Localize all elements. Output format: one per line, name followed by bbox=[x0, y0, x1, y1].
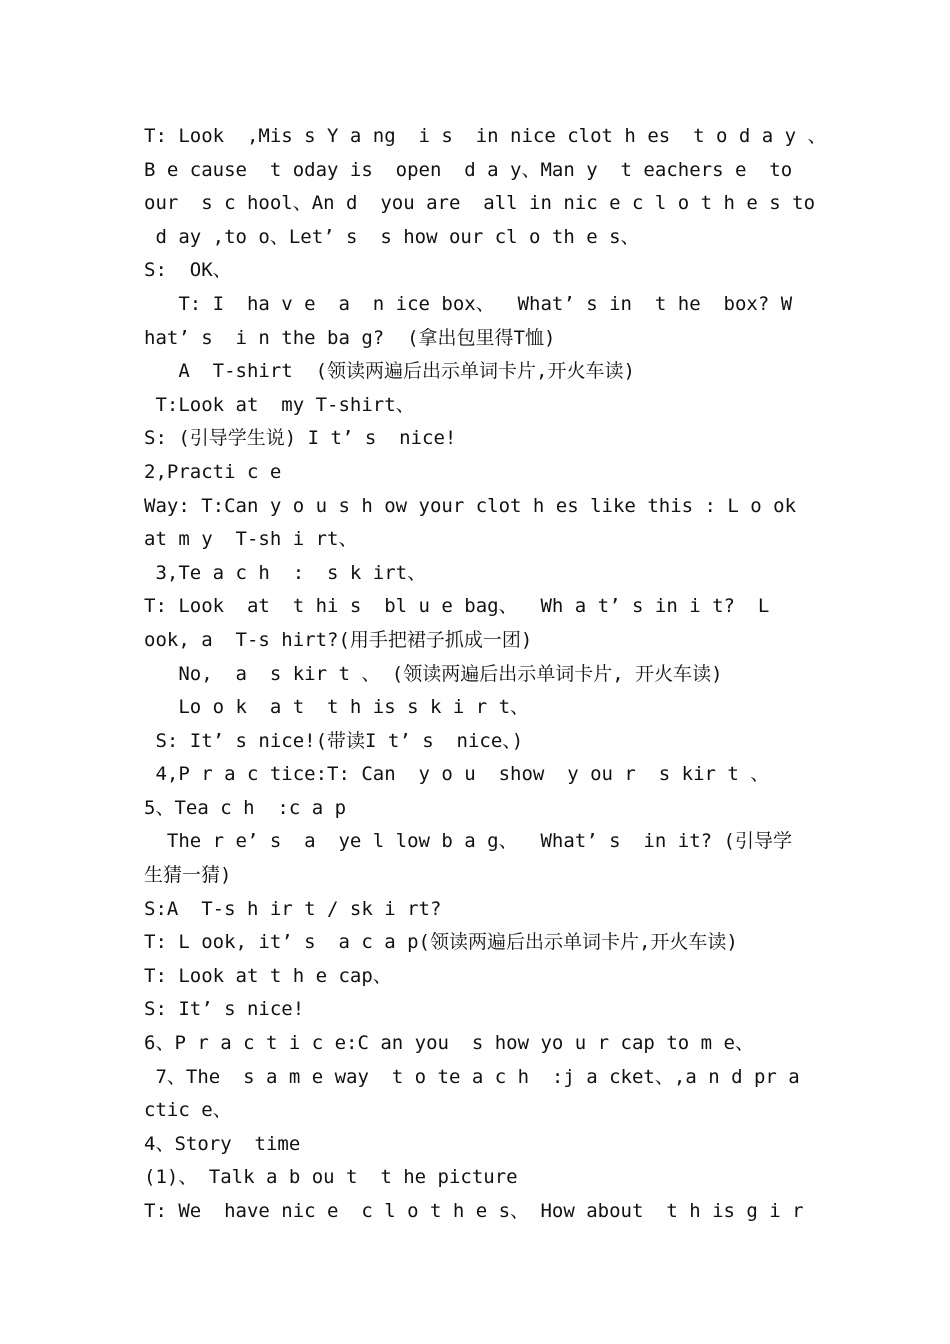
text-line: 生猜一猜) bbox=[144, 864, 232, 887]
text-line: T: Look at t h e cap、 bbox=[144, 964, 392, 987]
text-line: ctic e、 bbox=[144, 1099, 232, 1122]
text-line: The r e’ s a ye l low b a g、 What’ s in it? (引导学 bbox=[144, 830, 792, 853]
text-line: T:Look at my T-shirt、 bbox=[144, 393, 415, 416]
text-line: T: Look at t hi s bl u e bag、 Wh a t’ s in i t? L bbox=[144, 595, 770, 618]
text-line: 2,Practi c e bbox=[144, 460, 282, 483]
text-line: d ay ,to o、Let’ s s how our cl o th e s、 bbox=[144, 225, 640, 248]
text-line: at m y T-sh i rt、 bbox=[144, 528, 358, 551]
text-line: B e cause t oday is open d a y、Man y t eachers e to bbox=[144, 158, 793, 181]
text-line: hat’ s i n the ba g? (拿出包里得T恤) bbox=[144, 326, 556, 349]
text-line: 3,Te a c h : s k irt、 bbox=[144, 561, 427, 584]
text-line: S: (引导学生说) I t’ s nice! bbox=[144, 427, 457, 450]
text-line: No, a s kir t 、 (领读两遍后出示单词卡片, 开火车读) bbox=[144, 662, 723, 685]
text-line: T: L ook, it’ s a c a p(领读两遍后出示单词卡片,开火车读) bbox=[144, 931, 738, 954]
text-line: T: Look ,Mis s Y a ng i s in nice clot h es t o d a y 、 bbox=[144, 125, 827, 147]
text-line: S: OK、 bbox=[144, 259, 232, 282]
text-line: S: It’ s nice!(带读I t’ s nice、) bbox=[144, 729, 524, 752]
text-line: Lo o k a t t h is s k i r t、 bbox=[144, 696, 530, 719]
text-line: S: It’ s nice! bbox=[144, 998, 305, 1021]
text-line: our s c hool、An d you are all in nic e c l o t h e s to bbox=[144, 192, 816, 215]
lesson-text bbox=[144, 120, 827, 1229]
text-line: S:A T-s h ir t / sk i rt? bbox=[144, 897, 442, 920]
text-line: ook, a T-s hirt?(用手把裙子抓成一团) bbox=[144, 628, 533, 651]
text-line: 4、Story time bbox=[144, 1132, 301, 1155]
text-line: 6、P r a c t i c e:C an you s how yo u r cap to m e、 bbox=[144, 1032, 754, 1055]
text-line: 5、Tea c h :c a p bbox=[144, 796, 347, 819]
text-line: 7、The s a m e way t o te a c h :j a cket、,a n d pr a bbox=[144, 1065, 800, 1088]
text-line: T: We have nic e c l o t h e s、 How about t h is g i r bbox=[144, 1200, 804, 1222]
text-line: Way: T:Can y o u s h ow your clot h es like this : L o ok bbox=[144, 494, 797, 517]
text-line: A T-shirt (领读两遍后出示单词卡片,开火车读) bbox=[144, 360, 635, 383]
text-line: 4,P r a c tice:T: Can y o u show y ou r s kir t 、 bbox=[144, 763, 770, 786]
text-line: (1)、 Talk a b ou t t he picture bbox=[144, 1166, 518, 1189]
text-line: T: I ha v e a n ice box、 What’ s in t he box? W bbox=[144, 292, 793, 315]
